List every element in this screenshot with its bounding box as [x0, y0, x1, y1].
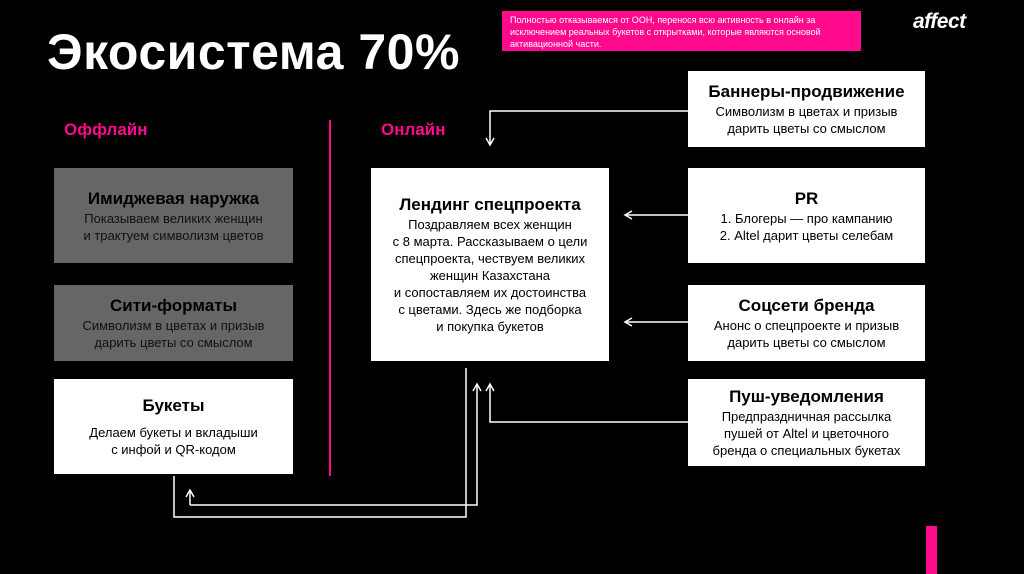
box-title: Пуш-уведомления — [729, 387, 884, 406]
arrow-push-to-landing — [490, 384, 688, 422]
box-title: Имиджевая наружка — [87, 188, 260, 208]
arrow-landing-to-bouquets — [174, 368, 466, 517]
box-description: Показываем великих женщин и трактуем символизм цветов — [83, 210, 264, 243]
online-column-label: Онлайн — [381, 120, 446, 139]
box-description: Анонс о спецпроекте и призыв дарить цветы со смыслом — [713, 318, 900, 350]
box-title: Букеты — [142, 396, 205, 415]
box-title: Соцсети бренда — [738, 296, 875, 315]
affect-logo: affect — [913, 10, 966, 33]
box-description: Символизм в цветах и призыв дарить цветы со смыслом — [82, 318, 265, 350]
box-description: Делаем букеты и вкладыши с инфой и QR-кодом — [89, 425, 258, 457]
box-title: Баннеры-продвижение — [708, 82, 905, 101]
box-description: Поздравляем всех женщин с 8 марта. Рассказываем о цели спецпроекта, чествуем великих женщин Казахстана и сопоставляем их достоинства с цветами. Здесь же подборка и покупка букетов — [392, 217, 588, 334]
box-description: Символизм в цветах и призыв дарить цветы со смыслом — [715, 104, 898, 136]
strategy-note: Полностью отказываемся от ООН, перенося всю активность в онлайн за исключением реальных букетов с открытками, которые являются основой активационной части. — [502, 11, 861, 51]
page-title: Экосистема 70% — [47, 24, 460, 80]
box-description: Предпраздничная рассылка пушей от Altel и цветочного бренда о специальных букетах — [712, 409, 901, 458]
box-description: 1. Блогеры — про кампанию 2. Altel дарит цветы селебам — [719, 210, 894, 243]
offline-column-label: Оффлайн — [64, 120, 148, 139]
box-title: Сити-форматы — [109, 296, 237, 315]
accent-bar — [926, 526, 937, 574]
arrow-bouquets-to-landing — [190, 384, 477, 505]
arrow-banners-to-landing — [490, 111, 688, 145]
box-title: Лендинг спецпроекта — [399, 195, 581, 214]
box-title: PR — [794, 188, 819, 208]
